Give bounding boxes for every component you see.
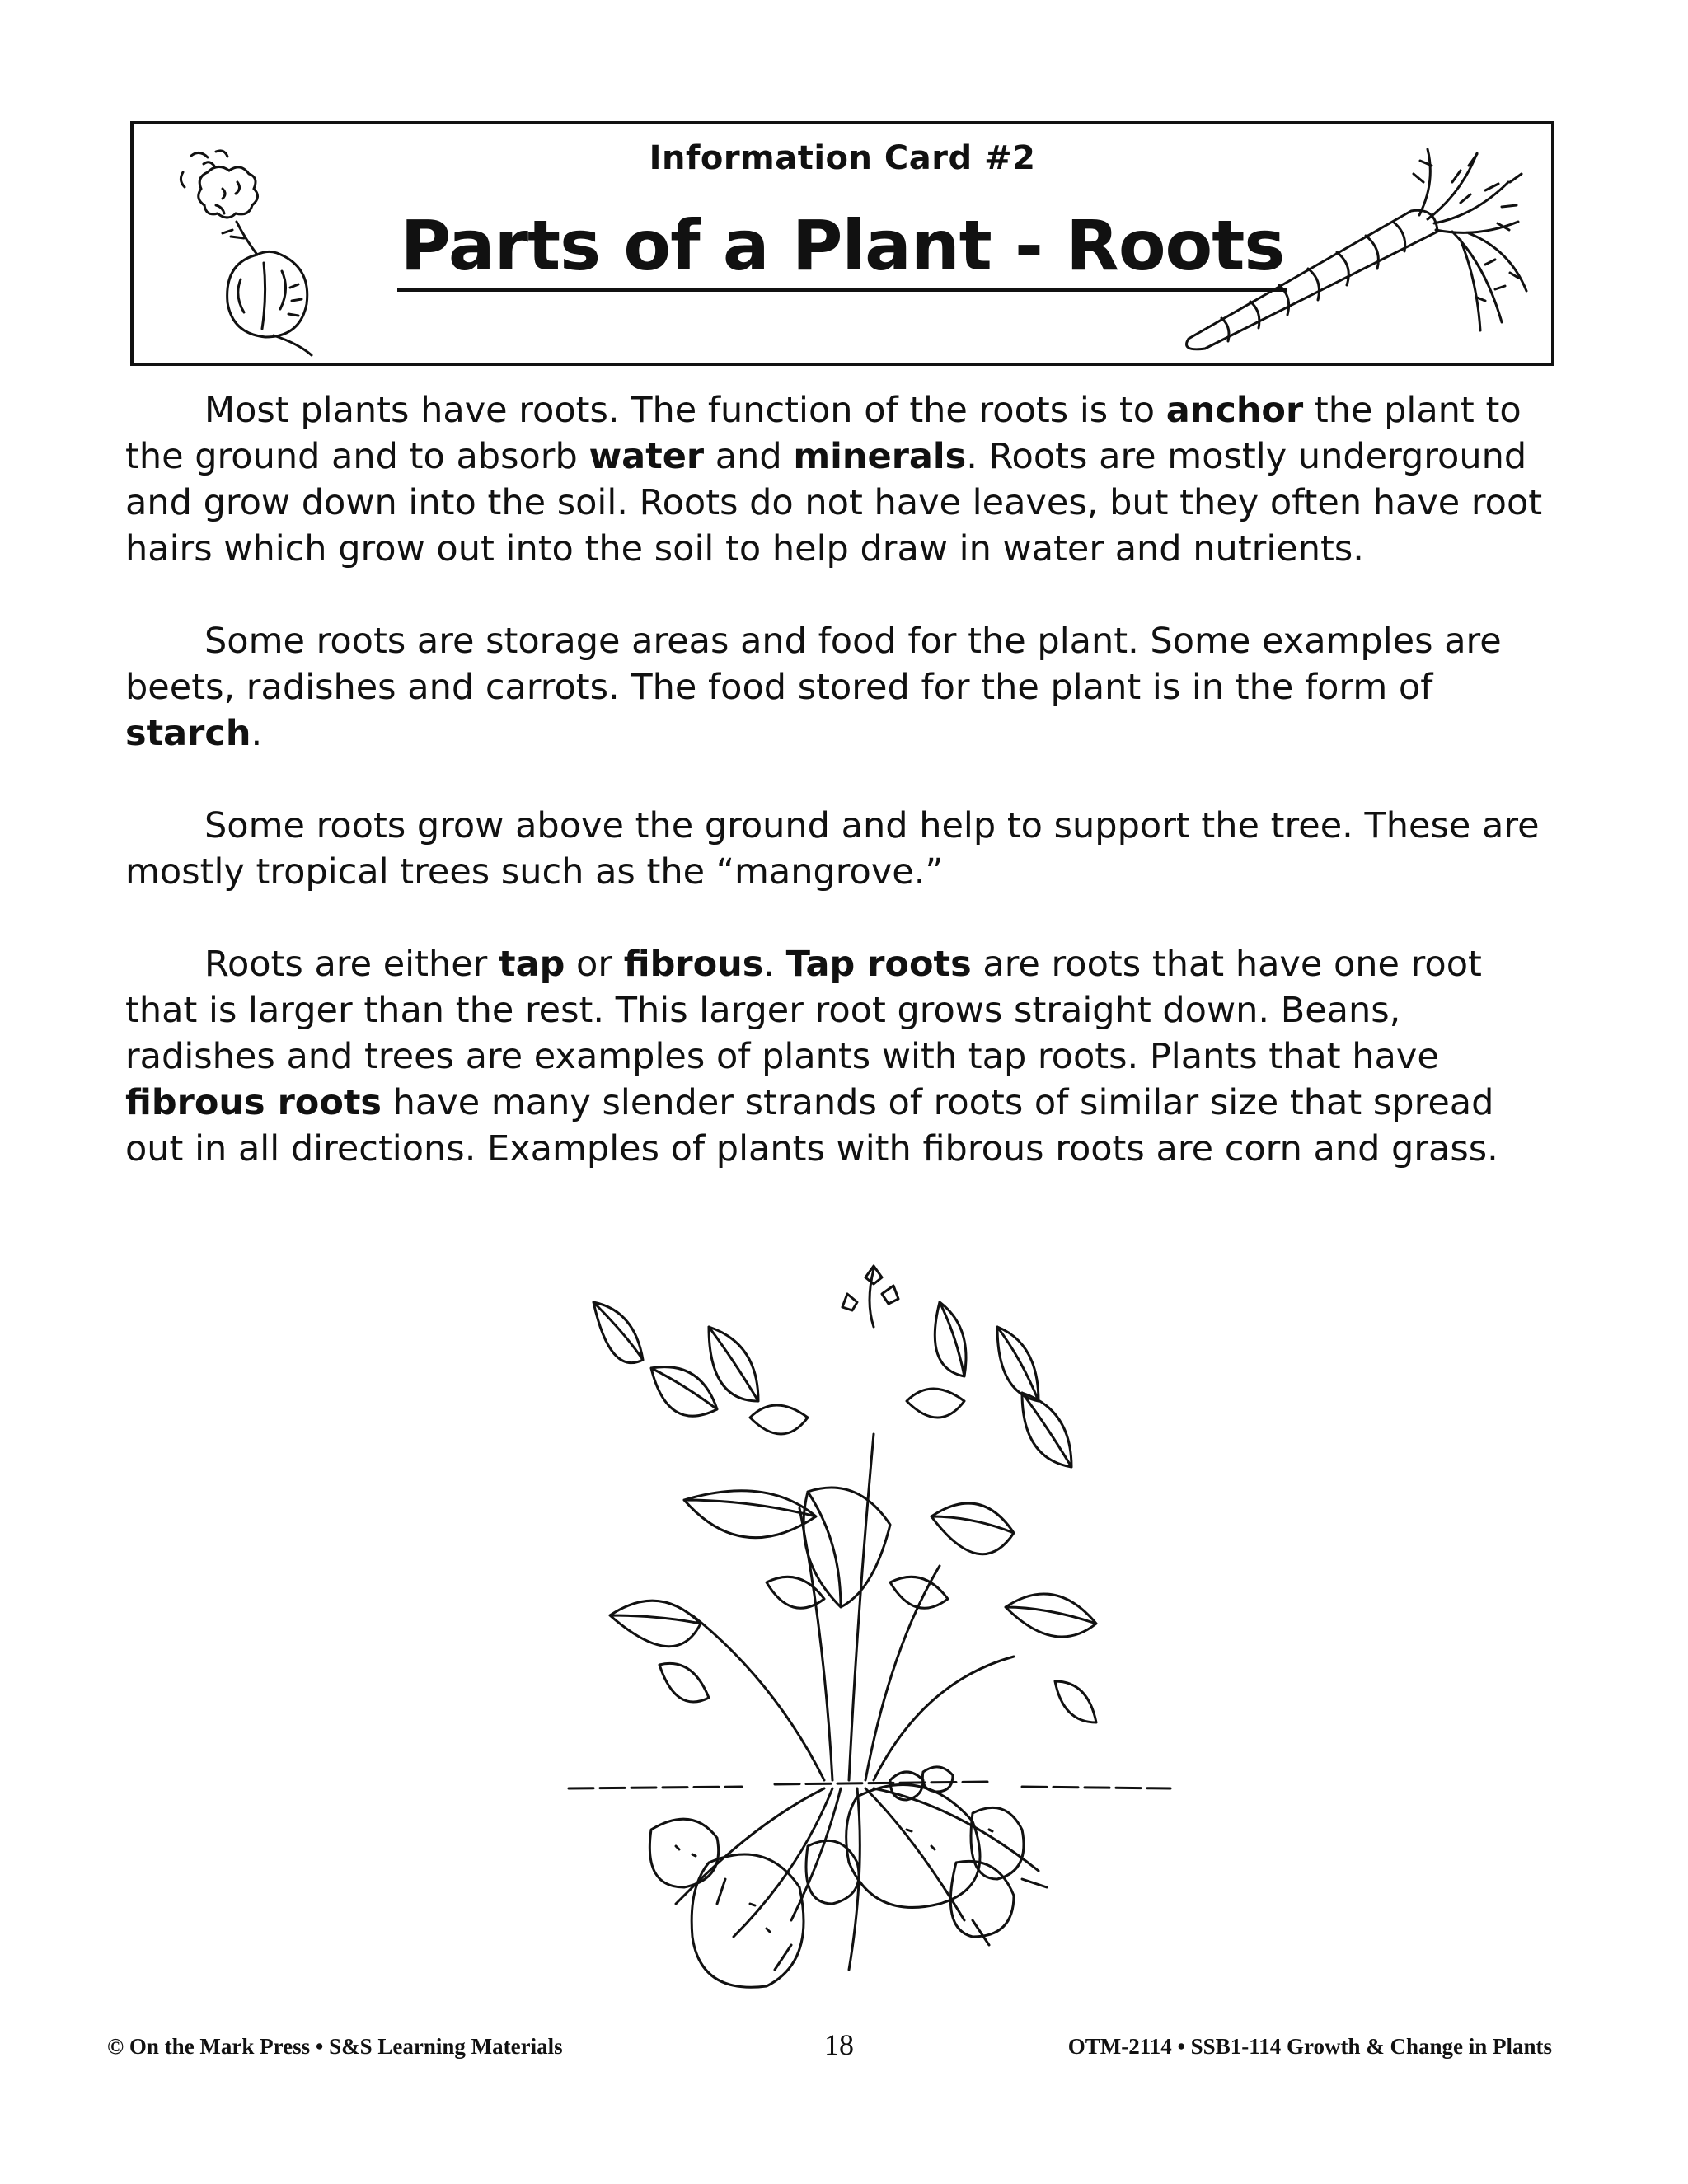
card-subtitle: Information Card #2 (649, 139, 1036, 177)
paragraph-3 (125, 803, 1559, 895)
text-run: the plant to the ground and to absorb (125, 390, 1522, 477)
footer-publisher: © On the Mark Press • S&S Learning Materials (107, 2034, 563, 2059)
potato-plant-illustration (560, 1253, 1187, 2036)
text-run: . (763, 944, 786, 985)
text-run: are roots that have one root that is larger than the rest. This larger root grows straight down. Beans, radishes and trees are examples of plants with tap roots. Plants that have (125, 944, 1482, 1077)
paragraph-1 (125, 387, 1559, 572)
bold-term: fibrous roots (125, 1082, 382, 1123)
text-run: Some roots are storage areas and food for the plant. Some examples are beets, radishes and carrots. The food stored for the plant is in the form of (125, 621, 1502, 708)
bold-term: fibrous (623, 944, 764, 985)
body-text (125, 387, 1559, 1218)
bold-term: water (588, 436, 705, 477)
footer-product-code: OTM-2114 • SSB1-114 Growth & Change in Plants (1067, 2034, 1552, 2059)
text-run: Roots are either (204, 944, 499, 985)
page-title-text: Parts of a Plant - Roots (397, 205, 1288, 292)
bold-term: starch (125, 713, 251, 754)
text-run: have many slender strands of roots of similar size that spread out in all directions. Examples of plants with fibrous roots are corn and grass. (125, 1082, 1498, 1169)
bold-term: tap (499, 944, 565, 985)
text-run: . Roots are mostly underground and grow down into the soil. Roots do not have leaves, but they often have root hairs which grow out into the soil to help draw in water and nutrients. (125, 436, 1543, 569)
bold-term: minerals (793, 436, 967, 477)
text-run: Some roots grow above the ground and help to support the tree. These are mostly tropical trees such as the “mangrove.” (125, 805, 1540, 893)
carrot-illustration (1172, 133, 1535, 355)
page-footer (0, 2027, 1688, 2069)
text-run: or (565, 944, 624, 985)
text-run: and (704, 436, 794, 477)
paragraph-4 (125, 941, 1559, 1172)
paragraph-2 (125, 618, 1559, 757)
bold-term: Tap roots (785, 944, 972, 985)
page-number: 18 (824, 2028, 854, 2061)
bold-term: anchor (1165, 390, 1304, 431)
text-run: Most plants have roots. The function of the roots is to (204, 390, 1166, 431)
text-run: . (251, 713, 263, 754)
info-card-header (130, 121, 1554, 366)
